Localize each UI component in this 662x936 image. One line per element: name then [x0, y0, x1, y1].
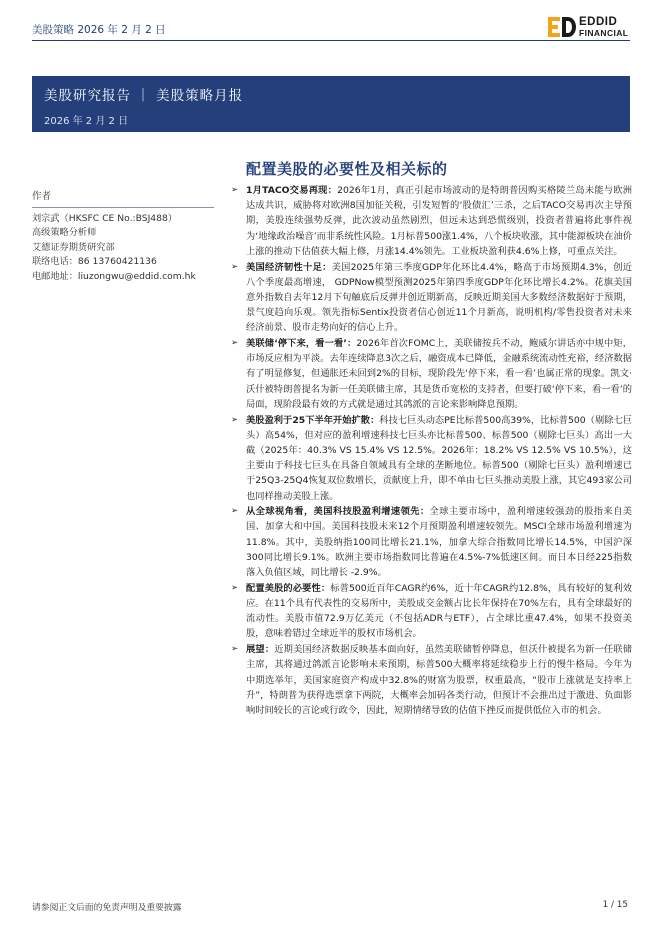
banner-date: 2026 年 2 月 2 日 [44, 116, 129, 127]
author-divider [32, 207, 214, 208]
bullet-lead: 配置美股的必要性： [246, 582, 331, 594]
author-name: 刘宗武（HKSFC CE No.:BSJ488） [32, 212, 178, 224]
company-logo [548, 13, 638, 43]
bullet-text: 近期美国经济数据反映基本面向好，虽然美联储暂停降息，但沃什被提名为新一任联储主席，其将通过鸽派言论影响未来预期，标普500大概率将延续稳步上行的慢牛格局。今年为中期选举年，美国家庭资产构成中32.8%的财富为股票，权重最高，“股市上涨就是支持率上升”，特朗普为获得选票拿下两院，大概率会加码各类行动，但预计不会推出过于激进、负面影响时间较长的言论或行政令，因此，短期情绪导致的估值下挫反而提供低位入市的机会。 [246, 644, 633, 716]
author-email: 电邮地址：liuzongwu@eddid.com.hk [32, 270, 196, 282]
bullet-arrow-icon: ➢ [231, 338, 239, 349]
eddid-logo-icon [548, 15, 576, 39]
footer-disclaimer: 请参阅正文后面的免责声明及重要披露 [32, 903, 182, 913]
bullet-text: 标普500近百年CAGR约6%，近十年CAGR约12.8%，具有较好的复利效应。在11个具有代表性的交易所中，美股成交金额占比长年保持在70%左右，具有全球最好的流动性。美股市值72.9万亿美元（不包括ADR与ETF），占全球比重47.4%，如果不投资美股，意味着错过全球近半的股权市场机会。 [246, 582, 632, 640]
page-number: 1 / 15 [602, 900, 628, 910]
bullet-arrow-icon: ➢ [231, 185, 239, 195]
bullet-lead: 美联储‘停下来，看一看’： [246, 338, 357, 350]
bullet-item [230, 642, 632, 718]
bullet-item [230, 183, 632, 259]
report-banner [32, 76, 630, 132]
bullet-item [230, 504, 632, 580]
author-phone: 联络电话：86 13760421136 [32, 256, 157, 267]
bullet-text: 美国2025年第三季度GDP年化环比4.4%，略高于市场预期4.3%，创近八个季度最高增速， GDPNow模型预测2025年第四季度GDP年化环比增长4.2%。花旗美国意外指数自去年12月下旬触底后反弹并创近期新高，反映近期美国大多数经济数据好于预期，景气度趋向乐观。领先指标Sentix投资者信心创近11个月新高，说明机构/零售投资者对未来经济前景、股市走势向好的信心上升。 [246, 261, 632, 334]
bullet-item [230, 581, 632, 642]
author-heading: 作者 [32, 191, 52, 202]
author-department: 艾德证券期货研究部 [32, 241, 115, 253]
bullet-item [230, 260, 632, 336]
bullet-text: 2026年首次FOMC上，美联储按兵不动，鲍威尔讲话亦中规中矩，市场反应相为平淡。去年连续降息3次之后，融资成本已降低，金融系统流动性充裕，经济数据有了明显修复，但通胀还未回到2%的目标，现阶段先‘停下来，看一看’也属正常的现象。凯文·沃什被特朗普提名为新一任美联储主席，其是货币宽松的支持者，但要打破‘停下来，看一看’的局面，现阶段最有效的方式就是通过其鸽派的言论来影响降息预期。 [246, 338, 632, 410]
report-header-line: 美股策略 2026 年 2 月 2 日 [32, 24, 166, 36]
bullet-arrow-icon: ➢ [231, 261, 239, 272]
bullet-arrow-icon: ➢ [231, 582, 239, 593]
bullet-text: 2026年1月，真正引起市场波动的是特朗普因购买格陵兰岛未能与欧洲达成共识，威胁将对欧洲8国加征关税，引发短暂的‘股债汇’三杀，之后TACO交易再次主导预期，美股连续强势反弹，此次波动虽然剧烈，但远未达到恐慌级别，投资者普遍将此事件视为‘地缘政治噪音’而非系统性风险。1月标普500涨1.4%，八个板块收涨，其中能源板块在油价上涨的推动下估值获大幅上修，月涨14.4%领先。工业板块盈利获4.6%上修，可重点关注。 [246, 185, 632, 257]
bullet-arrow-icon: ➢ [231, 506, 239, 517]
bullet-text: 科技七巨头动态PE比标普500高39%，比标普500（剔除七巨头）高54%，但对应的盈利增速科技七巨头亦比标普500、标普500（剔除七巨头）高出一大截（2025年：40.3% VS 15.4% VS 12.5%。2026年：18.2% VS 12.5% VS 10.5%），这主要由于科技七巨头在具备自领域具有全球的垄断地位。标普500（剔除七巨头）盈利增速已于25Q3-25Q4恢复双位数增长，贡献度上升，即不单由七巨头推动美股上涨，其它493家公司也同样推动美股上涨。 [246, 414, 632, 502]
author-role: 高级策略分析师 [32, 227, 97, 238]
bullet-lead: 展望： [246, 644, 275, 656]
bullet-lead: 美股盈利于25下半年开始扩散： [246, 414, 380, 426]
banner-title: 美股研究报告 ｜ 美股策略月报 [44, 88, 244, 104]
bullet-lead: 美国经济韧性十足： [246, 261, 332, 273]
bullet-item [230, 413, 632, 504]
bullet-arrow-icon: ➢ [231, 644, 239, 655]
document-title: 配置美股的必要性及相关标的 [246, 160, 448, 178]
bullet-lead: 1月TACO交易再现： [246, 185, 338, 196]
logo-line-1: EDDID [579, 16, 618, 28]
bullet-text: 全球主要市场中，盈利增速较强劲的股指来自美国、加拿大和中国。美国科技股未来12个月预期盈利增速较领先。MSCI全球市场盈利增速为11.8%。其中，美股纳指100同比增长21.1%，加拿大综合指数同比增长14.5%，中国沪深300同比增长9.1%。欧洲主要市场指数同比普遍在4.5%-7%低速区间。而日本日经225指数落入负值区域，同比增长 -2.9%。 [246, 506, 633, 579]
summary-bullets [230, 183, 632, 719]
bullet-arrow-icon: ➢ [231, 414, 239, 425]
logo-line-2: FINANCIAL [579, 28, 629, 38]
bullet-lead: 从全球视角看，美国科技股盈利增速领先： [246, 506, 430, 518]
header-divider [32, 40, 630, 41]
bullet-item [230, 336, 632, 412]
author-panel [32, 190, 214, 284]
